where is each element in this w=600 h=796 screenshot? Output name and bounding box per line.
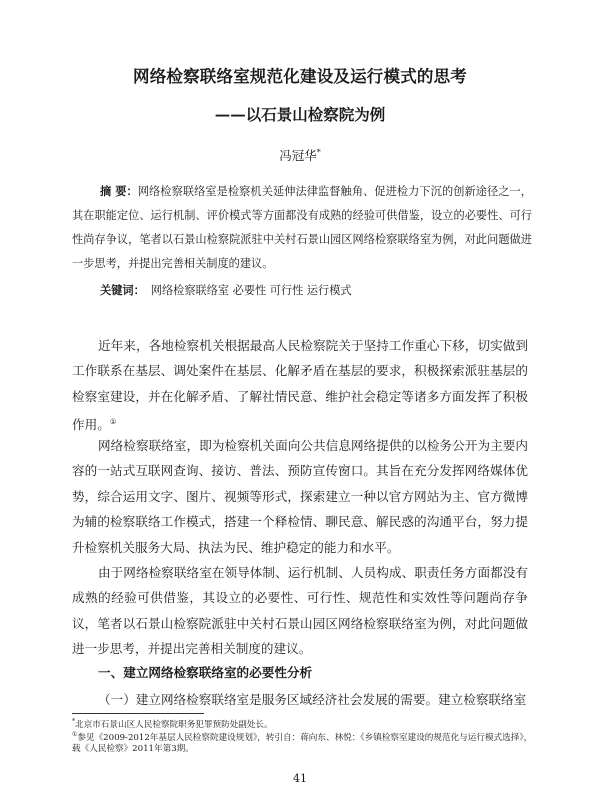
keywords — [72, 282, 532, 298]
footnote-2 — [72, 729, 534, 756]
keywords-label: 关键词： — [100, 284, 145, 297]
body-paragraph-3: 由于网络检察联络室在领导体制、运行机制、人员构成、职责任务方面都没有成熟的经验可供借鉴，其设立的必要性、可行性、规范性和实效性等问题尚存争议，笔者以石景山检察院派驻中关村石景山园区网络检察联络室为例，对此问题做进一步思考，并提出完善相关制度的建议。 — [72, 565, 528, 657]
abstract — [72, 180, 532, 276]
footnote-mark: ① — [72, 731, 78, 738]
author-line — [0, 146, 600, 164]
footnote-divider — [72, 713, 204, 714]
author-name: 冯冠华 — [279, 148, 317, 163]
author-footnote-mark: * — [316, 147, 321, 157]
section-heading: 一、建立网络检察联络室的必要性分析 — [98, 665, 313, 680]
paragraph-text: 近年来，各地检察机关根据最高人民检察院关于坚持工作重心下移，切实做到工作联系在基层、调处案件在基层、化解矛盾在基层的要求，积极探索派驻基层的检察室建设，并在化解矛盾、了解社情民意、维护社会稳定等诸多方面发挥了积极作用。 — [72, 338, 528, 433]
paper-subtitle: ——以石景山检察院为例 — [214, 105, 386, 124]
footnote-ref-1: ① — [109, 417, 117, 427]
footnote-mark: * — [72, 718, 75, 725]
paper-title: 网络检察联络室规范化建设及运行模式的思考 — [133, 67, 467, 86]
footnote-text: 北京市石景山区人民检察院职务犯罪预防处副处长。 — [75, 719, 273, 730]
body-paragraph-1 — [72, 333, 528, 438]
keywords-text: 网络检察联络室 必要性 可行性 运行模式 — [150, 284, 352, 297]
page-number: 41 — [293, 772, 307, 785]
footnote-text: 参见《2009-2012年基层人民检察院建设规划》，转引自：蒋向东、林悦：《乡镇检察室建设的规范化与运行模式选择》，载《人民检察》2011年第3期。 — [72, 732, 533, 755]
abstract-text: 网络检察联络室是检察机关延伸法律监督触角、促进检力下沉的创新途径之一，其在职能定位、运行机制、评价模式等方面都没有成熟的经验可供借鉴，设立的必要性、可行性尚存争议，笔者以石景山检察院派驻中关村石景山园区网络检察联络室为例，对此问题做进一步思考，并提出完善相关制度的建议。 — [72, 185, 532, 270]
subsection-heading: （一）建立网络检察联络室是服务区域经济社会发展的需要。建立检察联络室 — [98, 692, 527, 707]
body-paragraph-2: 网络检察联络室，即为检察机关面向公共信息网络提供的以检务公开为主要内容的一站式互联网查询、接访、普法、预防宣传窗口。其旨在充分发挥网络媒体优势，综合运用文字、图片、视频等形式，探索建立一种以官方网站为主、官方微博为辅的检察联络工作模式，搭建一个释检情、聊民意、解民惑的沟通平台，努力提升检察机关服务大局、执法为民、维护稳定的能力和水平。 — [72, 438, 528, 555]
abstract-label: 摘 要： — [100, 185, 138, 198]
